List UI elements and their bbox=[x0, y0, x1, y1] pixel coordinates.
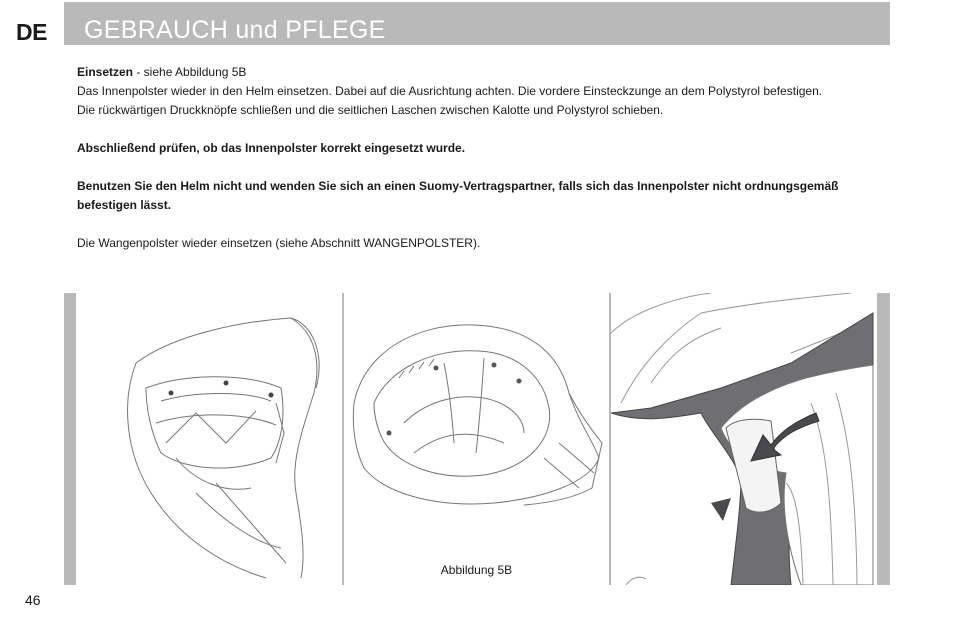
figure-caption: Abbildung 5B bbox=[440, 563, 513, 577]
cheek-pad-note: Die Wangenpolster wieder einsetzen (siehe Abschnitt WANGENPOLSTER). bbox=[77, 236, 481, 250]
check-note: Abschließend prüfen, ob das Innenpolster korrekt eingesetzt wurde. bbox=[77, 141, 466, 155]
insert-label: Einsetzen bbox=[77, 65, 134, 79]
figure-panel-helmet-inner-padding bbox=[344, 293, 609, 585]
page-number: 46 bbox=[25, 592, 41, 608]
figure-panel-helmet-underside bbox=[76, 293, 342, 585]
pointer-triangle bbox=[711, 498, 731, 521]
instructions-body bbox=[77, 63, 887, 253]
liner-tab bbox=[726, 419, 781, 512]
insert-paragraph bbox=[77, 63, 887, 82]
language-code: DE bbox=[16, 19, 47, 45]
warning-line-1: Benutzen Sie den Helm nicht und wenden Sie sich an einen Suomy-Vertragspartner, falls sich das Innenpolster nicht ordnungsgemäß bbox=[77, 179, 839, 193]
figure-panel-side-tab-closeup bbox=[611, 293, 877, 585]
section-header-bar bbox=[64, 2, 890, 45]
figure-5b bbox=[64, 293, 890, 585]
warning-line-2: befestigen lässt. bbox=[77, 198, 172, 212]
insert-instruction-line-1: Das Innenpolster wieder in den Helm einsetzen. Dabei auf die Ausrichtung achten. Die vordere Einsteckzunge an dem Polystyrol befestigen. bbox=[77, 84, 823, 98]
side-tab-closeup-illustration bbox=[611, 293, 877, 585]
insert-figure-ref: - siehe Abbildung 5B bbox=[133, 65, 247, 79]
helmet-underside-illustration bbox=[76, 293, 342, 585]
section-title: GEBRAUCH und PFLEGE bbox=[84, 16, 386, 44]
insert-instruction-line-2: Die rückwärtigen Druckknöpfe schließen und die seitlichen Laschen zwischen Kalotte und Polystyrol schieben. bbox=[77, 103, 664, 117]
helmet-inner-padding-illustration bbox=[344, 293, 609, 585]
